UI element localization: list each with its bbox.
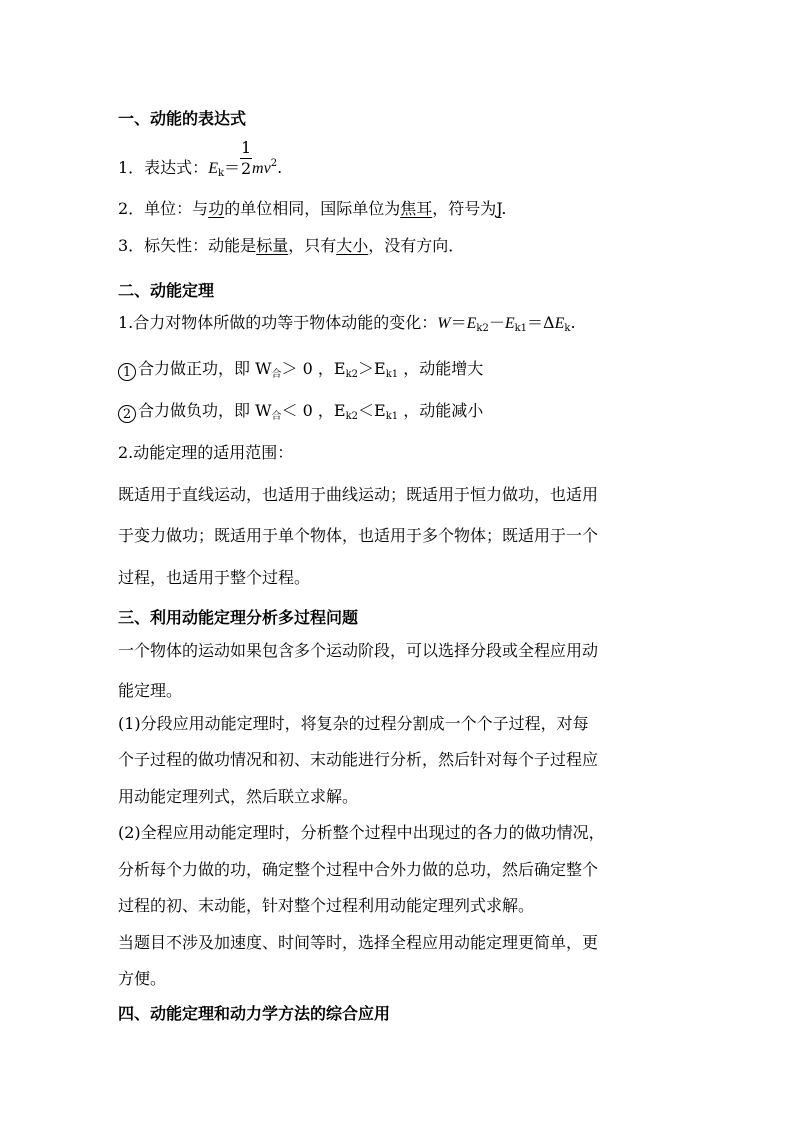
delta-ek-symbol: E [554,315,565,332]
minus-sign: － [488,313,505,332]
w-he-subscript: 合 [271,411,282,422]
ek1-subscript: k1 [514,323,528,334]
theorem-end: . [570,313,576,332]
scope-line-3: 过程，也适用于整个过程。 [118,568,311,587]
equals-sign-1: ＝ [450,313,467,332]
theorem-text: 1.合力对物体所做的功等于物体动能的变化： [118,313,438,332]
simplify-line-1: 当题目不涉及加速度、时间等时，选择全程应用动能定理更简单，更 [118,933,599,952]
underlined-joule: 焦耳 [400,199,433,218]
k1-subscript: k1 [385,369,399,380]
case-negative-line [118,401,483,427]
square-exponent: 2 [270,158,278,169]
scalar-text-a: 3．标矢性：动能是 [118,236,257,255]
k1-subscript: k1 [385,411,399,422]
w-he-subscript: 合 [271,369,282,380]
case-positive-text-a: 合力做正功，即 W [138,359,272,378]
k2-subscript: k2 [345,411,359,422]
unit-text-d: . [501,199,507,218]
whole-line-3: 过程的初、末动能，针对整个过程利用动能定理列式求解。 [118,896,535,915]
ek2-subscript: k2 [476,323,489,334]
ek1-symbol: E [504,315,515,332]
case-positive-text-b: ＞ 0 ，E [281,359,346,378]
underlined-j-symbol: J [496,199,502,218]
underlined-scalar: 标量 [256,236,289,255]
segment-line-3: 用动能定理列式，然后联立求解。 [118,787,359,806]
theorem-line [118,313,576,339]
whole-line-1: (2)全程应用动能定理时，分析整个过程中出现过的各力的做功情况， [118,823,605,842]
section-2-title: 二、动能定理 [118,281,215,300]
case-positive-text-c: ＞E [358,359,386,378]
section-4-title: 四、动能定理和动力学方法的综合应用 [118,1004,391,1023]
scope-line-1: 既适用于直线运动，也适用于曲线运动；既适用于恒力做功，也适用 [118,485,599,504]
equals-delta: ＝Δ [527,313,555,332]
case-positive-line [118,359,483,385]
circled-number-1: 1 [118,363,136,381]
scope-heading: 2.动能定理的适用范围： [118,443,294,462]
fraction-numerator: 1 [240,138,252,157]
ek2-symbol: E [466,315,477,332]
whole-line-2: 分析每个力做的功，确定整个过程中合外力做的总功，然后确定整个 [118,860,599,879]
scalar-line [118,236,464,256]
scope-line-2: 于变力做功；既适用于单个物体，也适用于多个物体；既适用于一个 [118,526,599,545]
unit-text-a: 2．单位：与 [118,199,209,218]
ek-subscript: k [217,168,225,179]
unit-text-c: ，符号为 [432,199,497,218]
unit-line [118,199,507,219]
segment-line-2: 个子过程的做功情况和初、末动能进行分析，然后针对每个子过程应 [118,750,599,769]
section-3-title: 三、利用动能定理分析多过程问题 [118,608,359,627]
case-negative-text-d: ，动能减小 [398,401,484,420]
case-negative-text-a: 合力做负功，即 W [138,401,272,420]
mv-symbol: mv [252,160,271,177]
ek-symbol: E [208,160,218,177]
case-positive-text-d: ，动能增大 [398,359,484,378]
expression-line [118,138,283,184]
simplify-line-2: 方便。 [118,969,167,988]
circled-number-2: 2 [118,405,136,423]
delta-ek-subscript: k [564,323,571,334]
fraction-denominator: 2 [240,159,252,178]
underlined-magnitude: 大小 [336,236,369,255]
fraction-one-half [240,138,252,178]
scalar-text-c: ，没有方向． [368,236,465,255]
multi-process-line-1: 一个物体的运动如果包含多个运动阶段，可以选择分段或全程应用动 [118,641,599,660]
expression-end: . [277,158,283,177]
case-negative-text-b: ＜ 0 ，E [281,401,346,420]
scalar-text-b: ，只有 [288,236,337,255]
underlined-work: 功 [208,199,225,218]
case-negative-text-c: ＜E [358,401,386,420]
multi-process-line-2: 能定理。 [118,681,183,700]
w-symbol: W [437,315,451,332]
equals-sign: ＝ [224,158,241,177]
segment-line-1: (1)分段应用动能定理时，将复杂的过程分割成一个个子过程，对每 [118,714,589,733]
section-1-title: 一、动能的表达式 [118,109,247,128]
unit-text-b: 的单位相同，国际单位为 [224,199,401,218]
k2-subscript: k2 [345,369,359,380]
expression-prefix: 1．表达式： [118,158,209,177]
